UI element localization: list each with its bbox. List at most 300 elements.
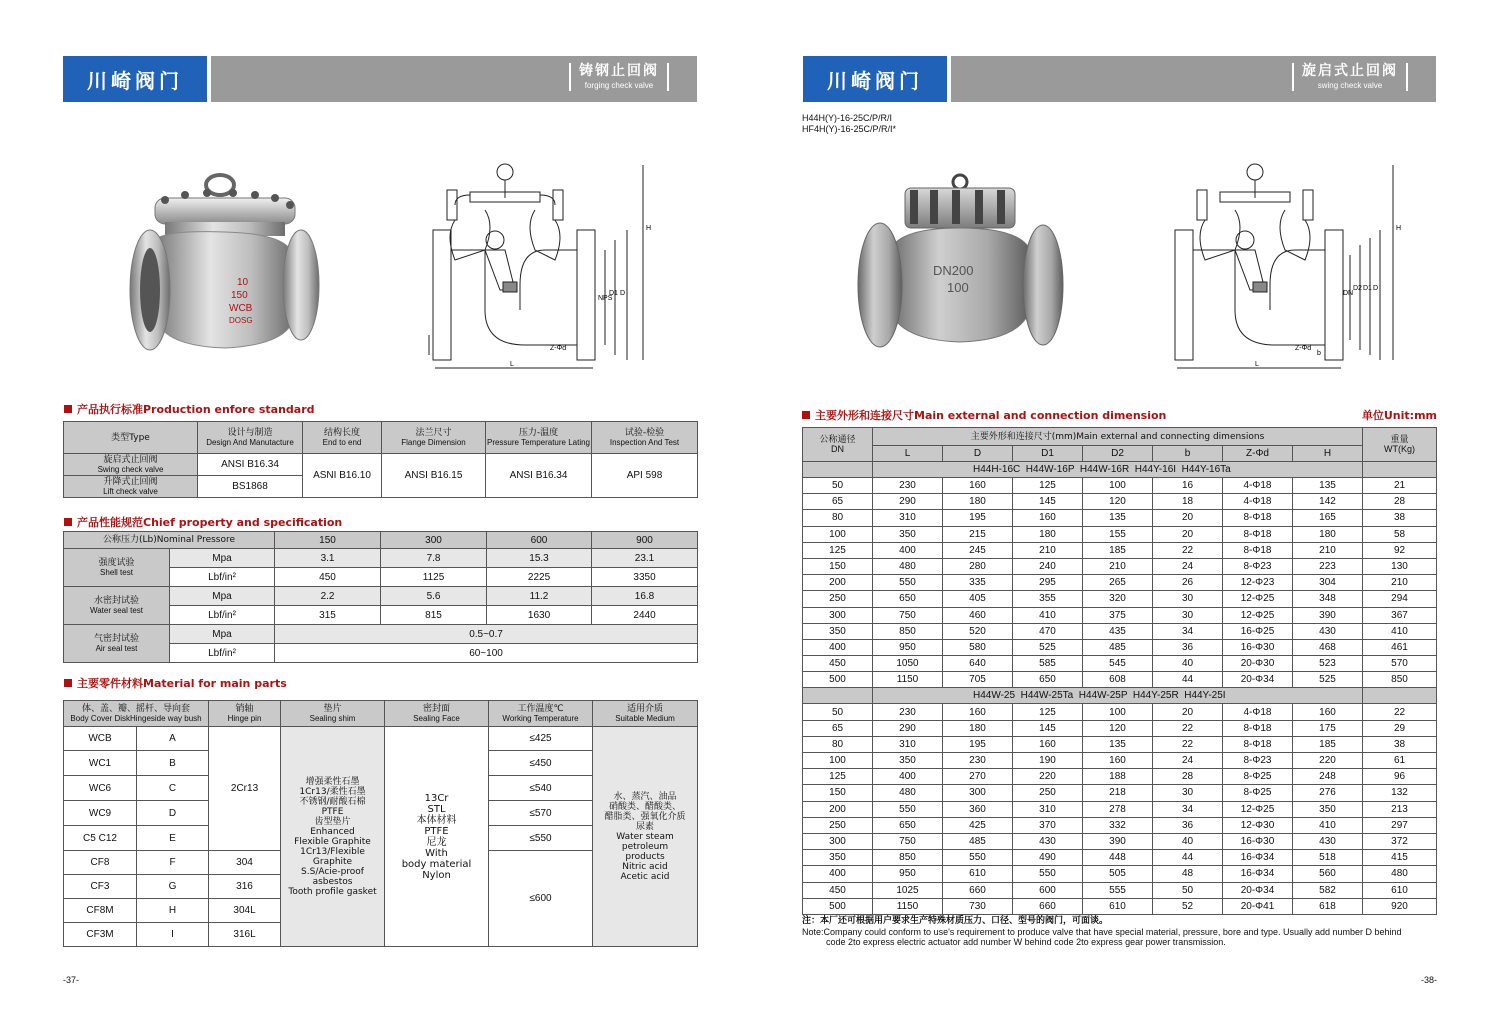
table-cell: G: [137, 875, 209, 899]
table-cell: 850: [873, 850, 943, 866]
table-cell: 50: [803, 478, 873, 494]
table-row: [803, 575, 1437, 591]
table-cell: 294: [1363, 591, 1437, 607]
table-cell: 2Cr13: [209, 727, 281, 851]
table-cell: 160: [943, 478, 1013, 494]
table-cell: 370: [1013, 817, 1083, 833]
table-cell: 61: [1363, 753, 1437, 769]
model-group-label: H44H-16C H44W-16P H44W-16R H44Y-16I H44Y-16Ta: [873, 462, 1363, 478]
column-header: D2: [1083, 446, 1153, 462]
header-cell: 试验-检验 Inspection And Test: [592, 422, 698, 454]
table-cell: 195: [943, 736, 1013, 752]
table-cell: 22: [1363, 704, 1437, 720]
table-cell: 190: [1013, 753, 1083, 769]
header-cell: 压力-温度 Pressure Temperature Lating: [486, 422, 592, 454]
table-cell: [1363, 462, 1437, 478]
table-cell: ≤540: [489, 776, 593, 801]
model-group-label: H44W-25 H44W-25Ta H44W-25P H44Y-25R H44Y-25I: [873, 688, 1363, 704]
table-cell: 400: [873, 542, 943, 558]
body-marking-code: DOSG: [229, 316, 253, 325]
row-label: 水密封试验 Water seal test: [64, 587, 170, 625]
table-cell: 400: [803, 866, 873, 882]
drawing-label-zd: Z-Φd: [550, 345, 567, 352]
table-cell: 65: [803, 494, 873, 510]
table-cell: [803, 462, 873, 478]
table-cell: ≤450: [489, 751, 593, 776]
header-cell: 主要外形和连接尺寸(mm)Main external and connecting dimensions: [873, 428, 1363, 446]
table-cell: 610: [1083, 898, 1153, 914]
dimensions-table: [802, 427, 1437, 915]
table-cell: 300: [943, 785, 1013, 801]
table-cell: 200: [803, 801, 873, 817]
table-cell: ≤425: [489, 727, 593, 751]
table-row: [803, 656, 1437, 672]
header-cell: 重量 WT(Kg): [1363, 428, 1437, 462]
bullet-square-icon: [802, 411, 810, 419]
table-cell: 195: [943, 510, 1013, 526]
table-cell: 44: [1153, 672, 1223, 688]
table-header-row: [64, 422, 698, 454]
group-label-row: [803, 462, 1437, 478]
table-cell: 1125: [381, 568, 487, 587]
table-cell: 523: [1293, 656, 1363, 672]
table-cell: 490: [1013, 850, 1083, 866]
table-cell: 40: [1153, 656, 1223, 672]
table-row: [803, 591, 1437, 607]
table-cell: 60~100: [275, 644, 698, 663]
table-cell: WC1: [64, 751, 137, 776]
table-cell: 448: [1083, 850, 1153, 866]
table-cell: 52: [1153, 898, 1223, 914]
table-cell: 372: [1363, 833, 1437, 849]
table-cell: 730: [943, 898, 1013, 914]
table-row: [803, 623, 1437, 639]
table-cell: 375: [1083, 607, 1153, 623]
table-cell: 142: [1293, 494, 1363, 510]
header-cell: 300: [381, 532, 487, 549]
table-cell: 34: [1153, 623, 1223, 639]
table-cell: 435: [1083, 623, 1153, 639]
table-cell: 295: [1013, 575, 1083, 591]
bullet-square-icon: [64, 679, 72, 687]
model-numbers: H44H(Y)-16-25C/P/R/I HF4H(Y)-16-25C/P/R/I*: [802, 113, 897, 134]
table-cell: CF8M: [64, 899, 137, 923]
table-cell: 188: [1083, 769, 1153, 785]
table-cell: 545: [1083, 656, 1153, 672]
table-cell: 150: [803, 558, 873, 574]
footnote: 注：本厂还可根据用户要求生产特殊材质压力、口径、型号的阀门，可面谈。 Note:Company could conform to use's requirement to produce valve that have special material, pressure, bore and type. Usually add number D behind code 2to express electric actuator add number W behind code 2to express gear power transmission.: [802, 916, 1402, 947]
table-cell: 185: [1083, 542, 1153, 558]
table-row: [803, 494, 1437, 510]
table-cell: 920: [1363, 898, 1437, 914]
table-cell: 7.8: [381, 549, 487, 568]
table-cell: 8-Φ23: [1223, 558, 1293, 574]
table-cell: 24: [1153, 558, 1223, 574]
table-cell: 297: [1363, 817, 1437, 833]
table-cell: 100: [803, 526, 873, 542]
table-cell: 100: [803, 753, 873, 769]
valve-drawing: [1165, 150, 1405, 375]
table-cell: 200: [803, 575, 873, 591]
table-cell: 430: [1293, 833, 1363, 849]
drawing-label-b: b: [1317, 350, 1321, 357]
page-number: -37-: [63, 975, 80, 985]
table-cell: 850: [873, 623, 943, 639]
table-cell: 570: [1363, 656, 1437, 672]
table-cell: 223: [1293, 558, 1363, 574]
table-cell: 21: [1363, 478, 1437, 494]
table-cell: 92: [1363, 542, 1437, 558]
table-cell: 580: [943, 639, 1013, 655]
table-cell: 405: [943, 591, 1013, 607]
table-cell: Mpa: [170, 625, 275, 644]
table-cell: 210: [1363, 575, 1437, 591]
table-cell: 100: [1083, 478, 1153, 494]
table-cell: 2225: [487, 568, 592, 587]
column-header: D1: [1013, 446, 1083, 462]
table-cell: 1150: [873, 898, 943, 914]
header-cell: 600: [487, 532, 592, 549]
table-cell: C5 C12: [64, 826, 137, 851]
header-cell: 结构长度 End to end: [303, 422, 382, 454]
table-cell: 585: [1013, 656, 1083, 672]
right-page: [750, 0, 1500, 1024]
table-cell: 18: [1153, 494, 1223, 510]
table-cell: 461: [1363, 639, 1437, 655]
table-cell: 310: [873, 510, 943, 526]
table-cell: API 598: [592, 454, 698, 498]
table-cell: 120: [1083, 494, 1153, 510]
table-row: [803, 817, 1437, 833]
table-cell: 15.3: [487, 549, 592, 568]
table-cell: 525: [1293, 672, 1363, 688]
table-cell: Mpa: [170, 549, 275, 568]
table-cell: 210: [1083, 558, 1153, 574]
table-cell: ANSI B16.15: [382, 454, 486, 498]
valve-photo: [125, 160, 325, 360]
row-label: 气密封试验 Air seal test: [64, 625, 170, 663]
table-cell: 460: [943, 607, 1013, 623]
table-cell: 850: [1363, 672, 1437, 688]
table-cell: 367: [1363, 607, 1437, 623]
table-row: [64, 549, 698, 568]
table-cell: 220: [1293, 753, 1363, 769]
table-cell: 125: [1013, 704, 1083, 720]
table-cell: 480: [873, 785, 943, 801]
table-cell: 430: [1293, 623, 1363, 639]
table-cell: Mpa: [170, 587, 275, 606]
table-row: [803, 785, 1437, 801]
section-heading-standard: 产品执行标准Production enfore standard: [64, 401, 315, 417]
table-cell: 180: [943, 720, 1013, 736]
table-cell: 290: [873, 720, 943, 736]
table-cell: 218: [1083, 785, 1153, 801]
table-cell: 310: [873, 736, 943, 752]
table-cell: 480: [873, 558, 943, 574]
table-cell: 600: [1013, 882, 1083, 898]
table-cell: 400: [873, 769, 943, 785]
table-cell: 213: [1363, 801, 1437, 817]
table-cell: F: [137, 851, 209, 875]
table-cell: WCB: [64, 727, 137, 751]
table-cell: 20-Φ41: [1223, 898, 1293, 914]
table-cell: 24: [1153, 753, 1223, 769]
sealing-shim-cell: 增强柔性石墨 1Cr13/柔性石墨 不锈钢/耐酸石棉 PTFE 齿型垫片 Enhanced Flexible Graphite 1Cr13/Flexible Graphite S.S/Acie-proof asbestos Tooth profile gasket: [281, 727, 385, 947]
body-marking-class: 10: [237, 277, 249, 288]
table-cell: 50: [1153, 882, 1223, 898]
table-row: [803, 607, 1437, 623]
table-row: [803, 704, 1437, 720]
table-cell: 22: [1153, 720, 1223, 736]
table-row: [803, 526, 1437, 542]
table-cell: 470: [1013, 623, 1083, 639]
table-header-row: [64, 532, 698, 549]
drawing-label-h: H: [646, 225, 652, 232]
table-cell: 28: [1363, 494, 1437, 510]
table-cell: 30: [1153, 591, 1223, 607]
table-cell: 550: [873, 575, 943, 591]
table-cell: BS1868: [198, 476, 303, 498]
table-cell: 180: [943, 494, 1013, 510]
table-cell: 560: [1293, 866, 1363, 882]
table-cell: 80: [803, 510, 873, 526]
table-cell: 500: [803, 672, 873, 688]
table-cell: 518: [1293, 850, 1363, 866]
table-cell: 304: [209, 851, 281, 875]
drawing-label-d1: D1: [609, 290, 618, 297]
table-cell: 30: [1153, 607, 1223, 623]
table-cell: 248: [1293, 769, 1363, 785]
section-heading-dimensions: 主要外形和连接尺寸Main external and connection dimension: [802, 407, 1166, 423]
table-cell: 220: [1013, 769, 1083, 785]
table-cell: 316L: [209, 923, 281, 947]
drawing-label-d1: D1: [1363, 285, 1372, 292]
table-cell: 410: [1293, 817, 1363, 833]
table-cell: 96: [1363, 769, 1437, 785]
table-cell: I: [137, 923, 209, 947]
table-cell: 20: [1153, 526, 1223, 542]
table-cell: 485: [1083, 639, 1153, 655]
table-row: [64, 625, 698, 644]
table-cell: 550: [873, 801, 943, 817]
table-cell: 650: [1013, 672, 1083, 688]
row-label: 旋启式止回阀 Swing check valve: [64, 454, 198, 476]
table-cell: 650: [873, 591, 943, 607]
table-cell: 505: [1083, 866, 1153, 882]
table-cell: 350: [1293, 801, 1363, 817]
table-header-row: [803, 428, 1437, 446]
table-cell: 22: [1153, 736, 1223, 752]
dimensions-table-body: [803, 428, 1437, 915]
table-cell: 230: [943, 753, 1013, 769]
table-cell: 468: [1293, 639, 1363, 655]
table-row: [803, 478, 1437, 494]
unit-label: 单位Unit:mm: [1361, 409, 1437, 422]
table-cell: 20-Φ30: [1223, 656, 1293, 672]
table-cell: 525: [1013, 639, 1083, 655]
header-cell: 工作温度℃ Working Temperature: [489, 701, 593, 727]
table-cell: 1025: [873, 882, 943, 898]
bullet-square-icon: [64, 518, 72, 526]
table-cell: 280: [943, 558, 1013, 574]
table-cell: ≤600: [489, 851, 593, 947]
table-cell: 8-Φ25: [1223, 785, 1293, 801]
table-cell: 660: [943, 882, 1013, 898]
table-cell: 8-Φ18: [1223, 736, 1293, 752]
table-cell: 390: [1293, 607, 1363, 623]
table-cell: 582: [1293, 882, 1363, 898]
page-title: 旋启式止回阀 swing check valve: [1292, 63, 1408, 91]
table-cell: 20-Φ34: [1223, 882, 1293, 898]
table-cell: 335: [943, 575, 1013, 591]
table-cell: 38: [1363, 736, 1437, 752]
table-cell: 355: [1013, 591, 1083, 607]
header-cell: 销轴 Hinge pin: [209, 701, 281, 727]
table-cell: 12-Φ30: [1223, 817, 1293, 833]
table-cell: 415: [1363, 850, 1437, 866]
body-marking-material: WCB: [229, 303, 253, 314]
table-cell: 0.5~0.7: [275, 625, 698, 644]
table-cell: 125: [803, 769, 873, 785]
body-marking-pressure: 150: [231, 290, 248, 301]
table-row: [803, 736, 1437, 752]
table-cell: ≤570: [489, 801, 593, 826]
row-label: 强度试验 Shell test: [64, 549, 170, 587]
table-cell: D: [137, 801, 209, 826]
table-cell: ANSI B16.34: [198, 454, 303, 476]
table-cell: 16-Φ25: [1223, 623, 1293, 639]
table-header-row: [803, 446, 1437, 462]
table-cell: 8-Φ18: [1223, 526, 1293, 542]
table-cell: 1630: [487, 606, 592, 625]
drawing-label-dn: DN: [1343, 290, 1354, 297]
column-header: D: [943, 446, 1013, 462]
table-cell: 40: [1153, 833, 1223, 849]
table-cell: 410: [1013, 607, 1083, 623]
table-cell: 360: [943, 801, 1013, 817]
header-cell: 设计与制造 Design And Manutacture: [198, 422, 303, 454]
table-cell: 160: [1013, 736, 1083, 752]
table-cell: 215: [943, 526, 1013, 542]
table-cell: 300: [803, 607, 873, 623]
table-cell: CF3M: [64, 923, 137, 947]
table-cell: 332: [1083, 817, 1153, 833]
table-cell: 240: [1013, 558, 1083, 574]
table-cell: 270: [943, 769, 1013, 785]
table-cell: 28: [1153, 769, 1223, 785]
table-cell: 310: [1013, 801, 1083, 817]
table-cell: 450: [803, 882, 873, 898]
column-header: L: [873, 446, 943, 462]
drawing-label-d: D: [620, 290, 626, 297]
table-row: [803, 769, 1437, 785]
table-cell: 950: [873, 639, 943, 655]
table-cell: 750: [873, 607, 943, 623]
page-title: 铸钢止回阀 forging check valve: [569, 63, 669, 91]
table-cell: 3350: [592, 568, 698, 587]
section-heading-spec: 产品性能规范Chief property and specification: [64, 514, 342, 530]
table-cell: 705: [943, 672, 1013, 688]
table-cell: 304L: [209, 899, 281, 923]
table-cell: 150: [803, 785, 873, 801]
drawing-label-h: H: [1396, 225, 1402, 232]
table-cell: 1150: [873, 672, 943, 688]
table-cell: Lbf/in²: [170, 568, 275, 587]
column-header: H: [1293, 446, 1363, 462]
table-cell: 4-Φ18: [1223, 478, 1293, 494]
table-cell: 485: [943, 833, 1013, 849]
table-cell: 660: [1013, 898, 1083, 914]
table-cell: 316: [209, 875, 281, 899]
table-cell: 12-Φ23: [1223, 575, 1293, 591]
page-number: -38-: [1420, 975, 1437, 985]
table-cell: 250: [1013, 785, 1083, 801]
table-cell: 160: [1293, 704, 1363, 720]
table-cell: 480: [1363, 866, 1437, 882]
table-cell: 245: [943, 542, 1013, 558]
table-cell: 8-Φ23: [1223, 753, 1293, 769]
table-cell: 180: [1013, 526, 1083, 542]
header-cell: 900: [592, 532, 698, 549]
table-cell: 185: [1293, 736, 1363, 752]
table-cell: 145: [1013, 494, 1083, 510]
table-cell: 350: [803, 850, 873, 866]
table-cell: 12-Φ25: [1223, 591, 1293, 607]
table-cell: [803, 688, 873, 704]
table-cell: 450: [275, 568, 381, 587]
table-cell: CF3: [64, 875, 137, 899]
valve-photo: [855, 170, 1065, 360]
page-header: [63, 56, 697, 102]
table-cell: 2.2: [275, 587, 381, 606]
page-header: [803, 56, 1436, 102]
table-cell: B: [137, 751, 209, 776]
table-cell: 250: [803, 817, 873, 833]
header-cell: 类型Type: [64, 422, 198, 454]
table-cell: 12-Φ25: [1223, 607, 1293, 623]
table-cell: A: [137, 727, 209, 751]
header-cell: 公称压力(Lb)Nominal Pressore: [64, 532, 275, 549]
table-cell: 8-Φ25: [1223, 769, 1293, 785]
table-row: [803, 510, 1437, 526]
table-cell: 300: [803, 833, 873, 849]
table-cell: 135: [1083, 736, 1153, 752]
table-cell: 34: [1153, 801, 1223, 817]
section-heading-materials: 主要零件材料Material for main parts: [64, 675, 287, 691]
bullet-square-icon: [64, 405, 72, 413]
table-cell: 4-Φ18: [1223, 704, 1293, 720]
table-cell: 165: [1293, 510, 1363, 526]
table-cell: CF8: [64, 851, 137, 875]
table-row: [64, 727, 698, 751]
table-cell: 1050: [873, 656, 943, 672]
header-cell: 适用介质 Suitable Medium: [593, 701, 698, 727]
table-cell: 12-Φ25: [1223, 801, 1293, 817]
table-row: [803, 866, 1437, 882]
table-cell: 155: [1083, 526, 1153, 542]
table-cell: 125: [1013, 478, 1083, 494]
table-cell: 315: [275, 606, 381, 625]
table-cell: 16-Φ30: [1223, 639, 1293, 655]
brand-logo: 川崎阀门: [803, 56, 947, 102]
table-cell: 44: [1153, 850, 1223, 866]
table-cell: 8-Φ18: [1223, 542, 1293, 558]
table-cell: 320: [1083, 591, 1153, 607]
table-cell: ≤550: [489, 826, 593, 851]
table-cell: 400: [803, 639, 873, 655]
drawing-label-nps: NPS: [598, 295, 613, 302]
table-cell: ASNI B16.10: [303, 454, 382, 498]
